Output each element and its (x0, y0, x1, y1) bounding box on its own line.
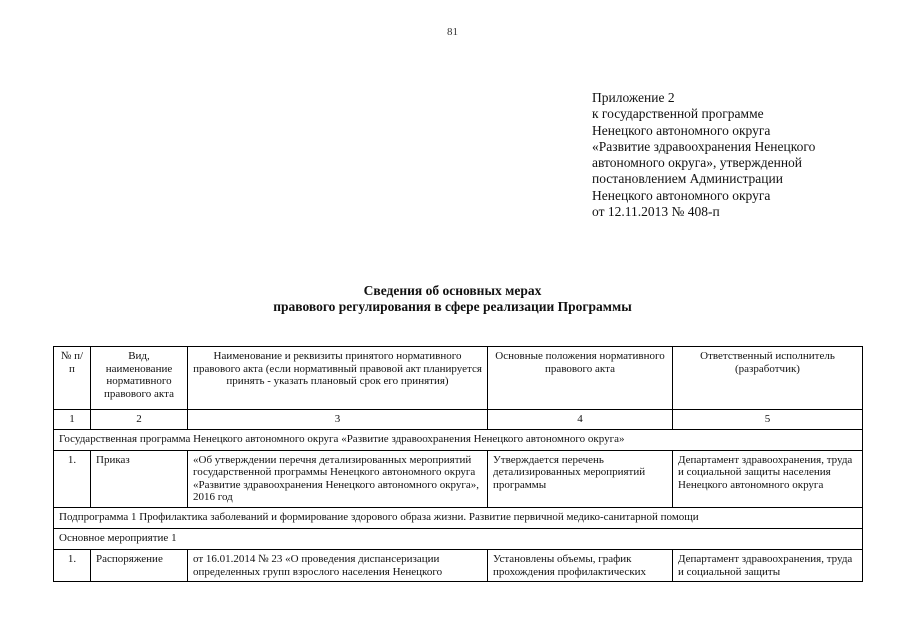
appendix-line: автономного округа», утвержденной (592, 155, 803, 171)
main-measure-title: Основное мероприятие 1 (54, 528, 863, 549)
table-row (54, 450, 863, 507)
document-title-line: правового регулирования в сфере реализации Программы (273, 299, 632, 314)
header-provisions: Основные положения нормативного правового акта (488, 347, 673, 410)
appendix-line: Ненецкого автономного округа (592, 187, 771, 203)
table-header-row (54, 347, 863, 410)
subprogram-section-row (54, 507, 863, 528)
header-executor: Ответственный исполнитель (разработчик) (673, 347, 863, 410)
row-number: 1. (54, 549, 91, 581)
column-number: 5 (673, 410, 863, 430)
header-number: № п/п (54, 347, 91, 410)
appendix-line: постановлением Администрации (592, 171, 783, 187)
document-title (0, 283, 905, 315)
appendix-line: от 12.11.2013 № 408-п (592, 204, 720, 220)
program-section-row (54, 429, 863, 450)
column-number-row (54, 410, 863, 430)
document-title-line: Сведения об основных мерах (363, 283, 542, 298)
header-act-name: Наименование и реквизиты принятого нормативного правового акта (если нормативный правовой акт планируется принять - указать плановый срок его принятия) (188, 347, 488, 410)
column-number: 3 (188, 410, 488, 430)
row-provisions: Установлены объемы, график прохождения профилактических (488, 549, 673, 581)
appendix-line: «Развитие здравоохранения Ненецкого (592, 138, 816, 154)
row-executor: Департамент здравоохранения, труда и социальной защиты (673, 549, 863, 581)
appendix-line: Ненецкого автономного округа (592, 122, 771, 138)
row-act-type: Приказ (91, 450, 188, 507)
column-number: 1 (54, 410, 91, 430)
column-number: 4 (488, 410, 673, 430)
appendix-line: к государственной программе (592, 106, 764, 122)
row-act-name: от 16.01.2014 № 23 «О проведения диспансеризации определенных групп взрослого населения Ненецкого (188, 549, 488, 581)
table-row (54, 549, 863, 581)
page-number: 81 (447, 26, 458, 38)
main-measure-row (54, 528, 863, 549)
header-act-type: Вид, наименование нормативного правового акта (91, 347, 188, 410)
subprogram-title: Подпрограмма 1 Профилактика заболеваний и формирование здорового образа жизни. Развитие первичной медико-санитарной помощи (54, 507, 863, 528)
program-title: Государственная программа Ненецкого автономного округа «Развитие здравоохранения Ненецкого автономного округа» (54, 429, 863, 450)
row-executor: Департамент здравоохранения, труда и социальной защиты населения Ненецкого автономного округа (673, 450, 863, 507)
column-number: 2 (91, 410, 188, 430)
row-act-type: Распоряжение (91, 549, 188, 581)
appendix-line: Приложение 2 (592, 90, 675, 105)
row-act-name: «Об утверждении перечня детализированных мероприятий государственной программы Ненецкого автономного округа «Развитие здравоохранения Ненецкого автономного округа», 2016 год (188, 450, 488, 507)
appendix-note (592, 90, 892, 220)
row-number: 1. (54, 450, 91, 507)
measures-table (53, 346, 863, 582)
row-provisions: Утверждается перечень детализированных мероприятий программы (488, 450, 673, 507)
